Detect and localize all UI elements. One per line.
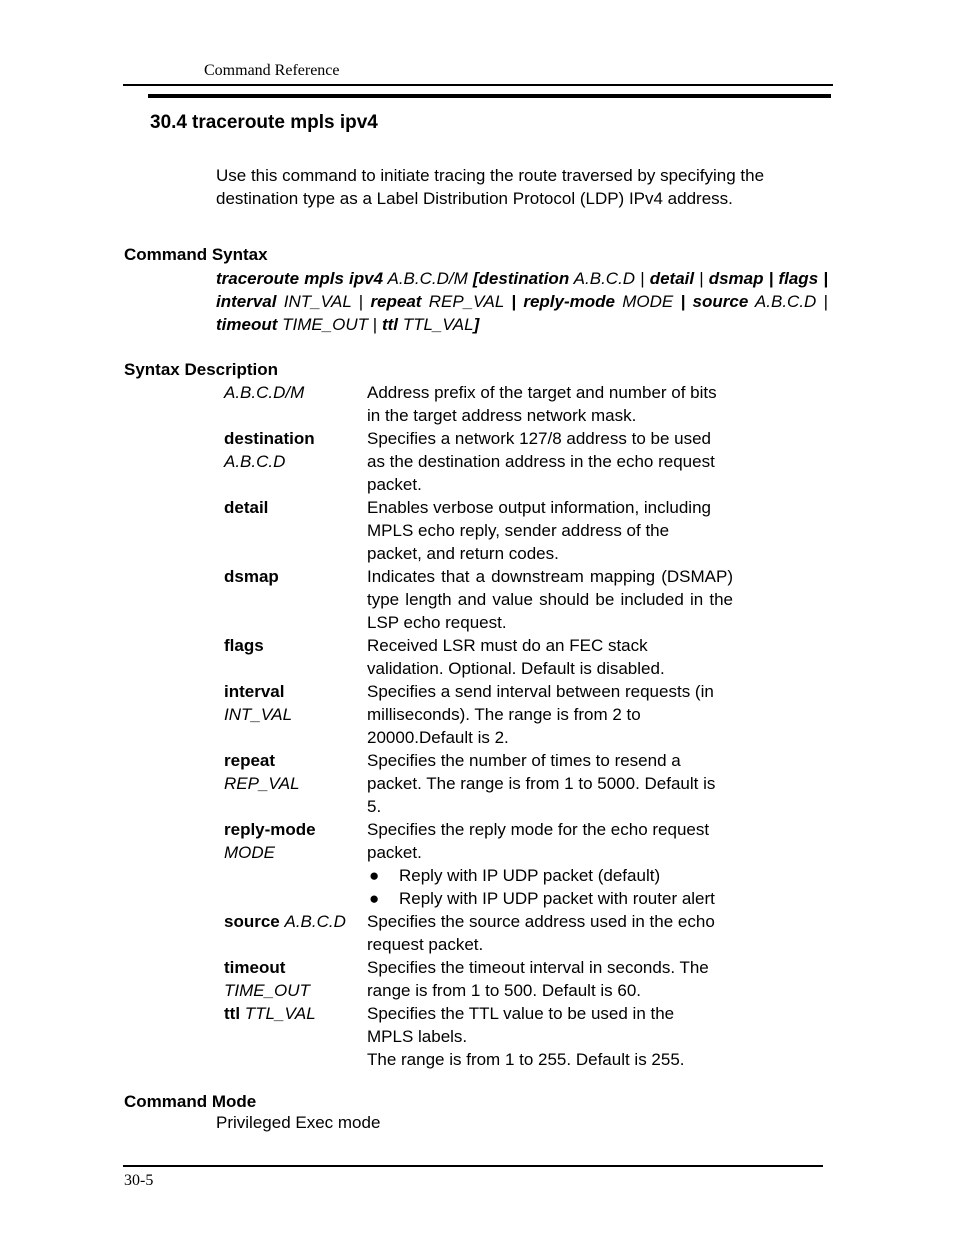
command-mode-heading: Command Mode	[124, 1092, 257, 1111]
syntax-token: source	[692, 292, 749, 311]
syntax-token: |	[823, 292, 829, 311]
syntax-token: REP_VAL	[421, 292, 512, 311]
page-number: 30-5	[124, 1172, 154, 1189]
term-argument: A.B.C.D	[224, 452, 286, 471]
definition-line: milliseconds). The range is from 2 to	[367, 705, 641, 724]
term-keyword: dsmap	[224, 567, 279, 586]
definition-line: Specifies a send interval between requests (in	[367, 682, 714, 701]
definition-line: in the target address network mask.	[367, 406, 637, 425]
definition-line: Specifies the source address used in the echo	[367, 912, 715, 931]
syntax-row	[224, 496, 736, 565]
syntax-token: |	[511, 292, 524, 311]
syntax-row	[224, 956, 736, 1002]
syntax-row	[224, 910, 736, 956]
syntax-row	[224, 1002, 736, 1071]
syntax-term	[224, 496, 367, 565]
term-keyword: repeat	[224, 751, 276, 770]
syntax-definition	[367, 381, 733, 427]
syntax-term	[224, 565, 367, 634]
term-argument: A.B.C.D	[284, 912, 346, 931]
term-argument: TTL_VAL	[244, 1004, 316, 1023]
bullet-text: Reply with IP UDP packet (default)	[399, 866, 661, 885]
syntax-term	[224, 818, 367, 910]
syntax-token: A.B.C.D	[748, 292, 824, 311]
syntax-term	[224, 381, 367, 427]
section-title	[150, 112, 378, 134]
syntax-term	[224, 680, 367, 749]
term-argument: REP_VAL	[224, 774, 300, 793]
bullet-dot-icon: ●	[369, 866, 380, 885]
syntax-token: |	[640, 269, 650, 288]
term-argument: TIME_OUT	[224, 981, 310, 1000]
syntax-definition	[367, 956, 733, 1002]
definition-line: Specifies the reply mode for the echo request	[367, 820, 710, 839]
syntax-token: flags	[778, 269, 819, 288]
syntax-definition	[367, 496, 733, 565]
definition-line: packet, and return codes.	[367, 544, 559, 563]
term-keyword: destination	[224, 429, 315, 448]
command-syntax-heading: Command Syntax	[124, 245, 268, 264]
syntax-term	[224, 956, 367, 1002]
definition-line: packet. The range is from 1 to 5000. Default is	[367, 774, 716, 793]
section-number: 30.4	[150, 112, 187, 133]
running-header: Command Reference	[204, 62, 340, 79]
syntax-token: ttl	[381, 315, 398, 334]
definition-line: validation. Optional. Default is disabled.	[367, 659, 665, 678]
syntax-token: |	[818, 269, 829, 288]
definition-line: The range is from 1 to 255. Default is 255.	[367, 1050, 685, 1069]
definition-line: MPLS labels.	[367, 1027, 468, 1046]
syntax-token: INT_VAL	[276, 292, 359, 311]
definition-line: 20000.Default is 2.	[367, 728, 509, 747]
term-keyword: timeout	[224, 958, 286, 977]
footer-rule	[123, 1165, 823, 1167]
definition-line: Specifies a network 127/8 address to be used	[367, 429, 711, 448]
bullet-item	[367, 864, 733, 887]
syntax-token: reply-mode	[523, 292, 615, 311]
term-keyword: interval	[224, 682, 285, 701]
syntax-description-table	[224, 381, 736, 1071]
command-mode-text: Privileged Exec mode	[216, 1113, 381, 1132]
bullet-item	[367, 887, 733, 910]
syntax-token: detail	[649, 269, 695, 288]
syntax-definition	[367, 749, 733, 818]
section-rule	[148, 94, 831, 98]
syntax-row	[224, 565, 736, 634]
syntax-token: A.B.C.D	[569, 269, 641, 288]
definition-line: as the destination address in the echo request	[367, 452, 715, 471]
definition-line: Received LSR must do an FEC stack	[367, 636, 648, 655]
syntax-row	[224, 427, 736, 496]
definition-line: Specifies the timeout interval in seconds. The	[367, 958, 709, 977]
term-keyword: source	[224, 912, 280, 931]
definition-line: 5.	[367, 797, 382, 816]
syntax-definition	[367, 1002, 733, 1071]
syntax-term	[224, 1002, 367, 1071]
definition-line: Indicates that a downstream mapping (DSMAP) type length and value should be included in the LSP echo request.	[367, 567, 733, 632]
syntax-row	[224, 634, 736, 680]
definition-line: packet.	[367, 475, 422, 494]
definition-line: Enables verbose output information, including	[367, 498, 711, 517]
syntax-token: TTL_VAL	[397, 315, 474, 334]
term-argument: INT_VAL	[224, 705, 293, 724]
syntax-description-heading: Syntax Description	[124, 360, 278, 379]
definition-line: packet.	[367, 843, 422, 862]
syntax-definition	[367, 680, 733, 749]
syntax-token: |	[763, 269, 779, 288]
syntax-token: A.B.C.D/M	[383, 269, 473, 288]
syntax-term	[224, 634, 367, 680]
syntax-definition	[367, 634, 733, 680]
term-keyword: reply-mode	[224, 820, 316, 839]
definition-line: Address prefix of the target and number of bits	[367, 383, 717, 402]
syntax-token: |	[372, 315, 382, 334]
syntax-term	[224, 910, 367, 956]
section-title-text: traceroute mpls ipv4	[192, 112, 378, 133]
syntax-token: |	[680, 292, 693, 311]
syntax-token: |	[694, 269, 709, 288]
term-argument: A.B.C.D/M	[224, 383, 305, 402]
term-keyword: flags	[224, 636, 264, 655]
syntax-token: ]	[473, 315, 480, 334]
syntax-definition	[367, 910, 733, 956]
term-keyword: detail	[224, 498, 269, 517]
command-syntax	[216, 267, 828, 336]
syntax-token: interval	[216, 292, 277, 311]
syntax-token: TIME_OUT	[277, 315, 373, 334]
definition-line: range is from 1 to 500. Default is 60.	[367, 981, 642, 1000]
syntax-definition	[367, 818, 733, 910]
definition-line: request packet.	[367, 935, 484, 954]
syntax-token: timeout	[216, 315, 278, 334]
syntax-token: dsmap	[708, 269, 764, 288]
header-rule	[123, 84, 833, 86]
syntax-term	[224, 749, 367, 818]
syntax-token: repeat	[370, 292, 422, 311]
definition-line: Specifies the TTL value to be used in the	[367, 1004, 675, 1023]
syntax-row	[224, 818, 736, 910]
bullet-text: Reply with IP UDP packet with router alert	[399, 889, 715, 908]
definition-line: Specifies the number of times to resend a	[367, 751, 681, 770]
term-argument: MODE	[224, 843, 275, 862]
syntax-row	[224, 680, 736, 749]
syntax-token: traceroute mpls ipv4	[216, 269, 384, 288]
syntax-token: [destination	[472, 269, 570, 288]
syntax-row	[224, 381, 736, 427]
term-keyword: ttl	[224, 1004, 241, 1023]
syntax-token: MODE	[614, 292, 681, 311]
syntax-definition	[367, 565, 733, 634]
bullet-dot-icon: ●	[369, 889, 380, 908]
syntax-term	[224, 427, 367, 496]
intro-paragraph: Use this command to initiate tracing the route traversed by specifying the destination type as a Label Distribution Protocol (LDP) IPv4 address.	[216, 166, 765, 208]
definition-line: MPLS echo reply, sender address of the	[367, 521, 670, 540]
syntax-token: |	[358, 292, 371, 311]
syntax-row	[224, 749, 736, 818]
syntax-definition	[367, 427, 733, 496]
